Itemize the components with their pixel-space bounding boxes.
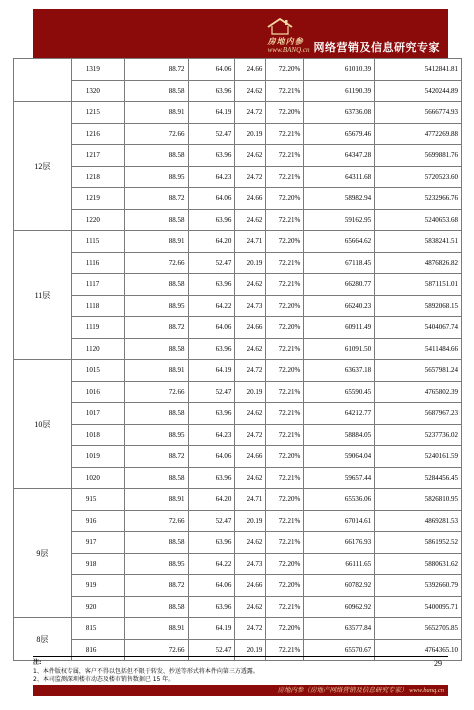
brand-mark bbox=[268, 37, 310, 55]
header-banner bbox=[33, 9, 448, 59]
value-cell: 72.66 bbox=[124, 123, 188, 145]
value-cell: 63577.84 bbox=[304, 618, 375, 640]
value-cell: 4869281.53 bbox=[375, 510, 462, 532]
value-cell: 88.91 bbox=[124, 231, 188, 253]
value-cell: 63.96 bbox=[188, 467, 235, 489]
table-row bbox=[14, 381, 462, 403]
value-cell: 65664.62 bbox=[304, 231, 375, 253]
table-row bbox=[14, 467, 462, 489]
value-cell: 72.21% bbox=[266, 510, 304, 532]
value-cell: 61091.50 bbox=[304, 338, 375, 360]
value-cell: 20.19 bbox=[235, 252, 266, 274]
value-cell: 72.21% bbox=[266, 532, 304, 554]
value-cell: 24.72 bbox=[235, 360, 266, 382]
table-row bbox=[14, 231, 462, 253]
value-cell: 24.62 bbox=[235, 145, 266, 167]
value-cell: 60782.92 bbox=[304, 575, 375, 597]
value-cell: 64347.28 bbox=[304, 145, 375, 167]
table-row bbox=[14, 553, 462, 575]
value-cell: 72.66 bbox=[124, 510, 188, 532]
floor-cell: 10层 bbox=[14, 360, 72, 489]
value-cell: 24.72 bbox=[235, 166, 266, 188]
value-cell: 64.22 bbox=[188, 553, 235, 575]
room-cell: 915 bbox=[71, 489, 124, 511]
value-cell: 88.72 bbox=[124, 575, 188, 597]
value-cell: 72.21% bbox=[266, 80, 304, 102]
value-cell: 72.21% bbox=[266, 403, 304, 425]
value-cell: 72.20% bbox=[266, 618, 304, 640]
value-cell: 72.20% bbox=[266, 102, 304, 124]
room-cell: 815 bbox=[71, 618, 124, 640]
value-cell: 61010.39 bbox=[304, 59, 375, 81]
table-row bbox=[14, 317, 462, 339]
value-cell: 72.21% bbox=[266, 209, 304, 231]
room-cell: 1217 bbox=[71, 145, 124, 167]
value-cell: 5687967.23 bbox=[375, 403, 462, 425]
value-cell: 88.95 bbox=[124, 553, 188, 575]
value-cell: 72.20% bbox=[266, 360, 304, 382]
value-cell: 88.91 bbox=[124, 360, 188, 382]
room-cell: 816 bbox=[71, 639, 124, 661]
price-table-body bbox=[14, 59, 462, 661]
room-cell: 917 bbox=[71, 532, 124, 554]
value-cell: 5284456.45 bbox=[375, 467, 462, 489]
room-cell: 1020 bbox=[71, 467, 124, 489]
value-cell: 52.47 bbox=[188, 252, 235, 274]
value-cell: 24.62 bbox=[235, 403, 266, 425]
brand-url: www.BANQ.cn bbox=[267, 46, 310, 54]
value-cell: 5861952.52 bbox=[375, 532, 462, 554]
value-cell: 24.66 bbox=[235, 317, 266, 339]
value-cell: 61190.39 bbox=[304, 80, 375, 102]
room-cell: 1215 bbox=[71, 102, 124, 124]
room-cell: 1019 bbox=[71, 446, 124, 468]
value-cell: 64.06 bbox=[188, 446, 235, 468]
value-cell: 5826810.95 bbox=[375, 489, 462, 511]
value-cell: 72.21% bbox=[266, 596, 304, 618]
value-cell: 88.58 bbox=[124, 338, 188, 360]
value-cell: 88.72 bbox=[124, 59, 188, 81]
value-cell: 63.96 bbox=[188, 80, 235, 102]
value-cell: 66111.65 bbox=[304, 553, 375, 575]
value-cell: 58884.05 bbox=[304, 424, 375, 446]
value-cell: 72.21% bbox=[266, 145, 304, 167]
room-cell: 1115 bbox=[71, 231, 124, 253]
value-cell: 5412841.81 bbox=[375, 59, 462, 81]
value-cell: 5240653.68 bbox=[375, 209, 462, 231]
value-cell: 20.19 bbox=[235, 510, 266, 532]
value-cell: 63.96 bbox=[188, 209, 235, 231]
value-cell: 63.96 bbox=[188, 596, 235, 618]
table-row bbox=[14, 532, 462, 554]
value-cell: 5838241.51 bbox=[375, 231, 462, 253]
value-cell: 5400095.71 bbox=[375, 596, 462, 618]
room-cell: 1015 bbox=[71, 360, 124, 382]
value-cell: 72.21% bbox=[266, 166, 304, 188]
room-cell: 1119 bbox=[71, 317, 124, 339]
notes-heading: 注: bbox=[33, 659, 42, 666]
value-cell: 88.72 bbox=[124, 317, 188, 339]
value-cell: 88.58 bbox=[124, 145, 188, 167]
room-cell: 1219 bbox=[71, 188, 124, 210]
value-cell: 72.20% bbox=[266, 446, 304, 468]
table-row bbox=[14, 188, 462, 210]
value-cell: 58982.94 bbox=[304, 188, 375, 210]
value-cell: 20.19 bbox=[235, 123, 266, 145]
value-cell: 88.58 bbox=[124, 209, 188, 231]
floor-cell: 9层 bbox=[14, 489, 72, 618]
value-cell: 88.58 bbox=[124, 403, 188, 425]
room-cell: 1120 bbox=[71, 338, 124, 360]
value-cell: 72.20% bbox=[266, 59, 304, 81]
value-cell: 24.72 bbox=[235, 102, 266, 124]
value-cell: 88.58 bbox=[124, 467, 188, 489]
page-number: 29 bbox=[434, 659, 442, 668]
value-cell: 72.21% bbox=[266, 338, 304, 360]
room-cell: 1319 bbox=[71, 59, 124, 81]
value-cell: 65570.67 bbox=[304, 639, 375, 661]
table-row bbox=[14, 252, 462, 274]
value-cell: 64.20 bbox=[188, 231, 235, 253]
value-cell: 24.66 bbox=[235, 59, 266, 81]
value-cell: 64.06 bbox=[188, 59, 235, 81]
room-cell: 920 bbox=[71, 596, 124, 618]
value-cell: 20.19 bbox=[235, 381, 266, 403]
value-cell: 72.20% bbox=[266, 575, 304, 597]
value-cell: 24.62 bbox=[235, 338, 266, 360]
table-row bbox=[14, 123, 462, 145]
table-row bbox=[14, 166, 462, 188]
table-row bbox=[14, 145, 462, 167]
value-cell: 64.19 bbox=[188, 360, 235, 382]
table-row bbox=[14, 102, 462, 124]
value-cell: 24.66 bbox=[235, 188, 266, 210]
table-row bbox=[14, 596, 462, 618]
value-cell: 24.72 bbox=[235, 618, 266, 640]
value-cell: 24.62 bbox=[235, 532, 266, 554]
value-cell: 72.20% bbox=[266, 553, 304, 575]
value-cell: 88.91 bbox=[124, 618, 188, 640]
value-cell: 64.22 bbox=[188, 295, 235, 317]
room-cell: 1218 bbox=[71, 166, 124, 188]
value-cell: 5880631.62 bbox=[375, 553, 462, 575]
table-row bbox=[14, 360, 462, 382]
table-row bbox=[14, 209, 462, 231]
footer bbox=[33, 656, 448, 698]
value-cell: 5871151.01 bbox=[375, 274, 462, 296]
value-cell: 24.66 bbox=[235, 575, 266, 597]
value-cell: 64.23 bbox=[188, 424, 235, 446]
value-cell: 88.91 bbox=[124, 489, 188, 511]
value-cell: 5657981.24 bbox=[375, 360, 462, 382]
value-cell: 72.66 bbox=[124, 639, 188, 661]
house-logo-icon bbox=[266, 17, 294, 35]
value-cell: 88.95 bbox=[124, 166, 188, 188]
value-cell: 24.62 bbox=[235, 467, 266, 489]
value-cell: 4765802.39 bbox=[375, 381, 462, 403]
value-cell: 72.66 bbox=[124, 252, 188, 274]
value-cell: 63.96 bbox=[188, 403, 235, 425]
value-cell: 72.20% bbox=[266, 295, 304, 317]
value-cell: 59064.04 bbox=[304, 446, 375, 468]
room-cell: 918 bbox=[71, 553, 124, 575]
value-cell: 65536.06 bbox=[304, 489, 375, 511]
table-row bbox=[14, 489, 462, 511]
value-cell: 72.21% bbox=[266, 424, 304, 446]
brand-row bbox=[268, 37, 440, 55]
value-cell: 5420244.89 bbox=[375, 80, 462, 102]
value-cell: 5892068.15 bbox=[375, 295, 462, 317]
value-cell: 60911.49 bbox=[304, 317, 375, 339]
value-cell: 24.62 bbox=[235, 274, 266, 296]
table-row bbox=[14, 59, 462, 81]
value-cell: 88.58 bbox=[124, 532, 188, 554]
value-cell: 52.47 bbox=[188, 381, 235, 403]
value-cell: 59657.44 bbox=[304, 467, 375, 489]
room-cell: 919 bbox=[71, 575, 124, 597]
table-row bbox=[14, 575, 462, 597]
value-cell: 24.72 bbox=[235, 424, 266, 446]
value-cell: 72.20% bbox=[266, 231, 304, 253]
room-cell: 1017 bbox=[71, 403, 124, 425]
value-cell: 88.72 bbox=[124, 446, 188, 468]
value-cell: 5232966.76 bbox=[375, 188, 462, 210]
room-cell: 1016 bbox=[71, 381, 124, 403]
value-cell: 52.47 bbox=[188, 639, 235, 661]
value-cell: 66176.93 bbox=[304, 532, 375, 554]
value-cell: 88.58 bbox=[124, 596, 188, 618]
value-cell: 64.06 bbox=[188, 317, 235, 339]
room-cell: 1018 bbox=[71, 424, 124, 446]
value-cell: 66280.77 bbox=[304, 274, 375, 296]
table-row bbox=[14, 80, 462, 102]
value-cell: 24.62 bbox=[235, 80, 266, 102]
value-cell: 24.73 bbox=[235, 553, 266, 575]
value-cell: 24.62 bbox=[235, 209, 266, 231]
value-cell: 63.96 bbox=[188, 274, 235, 296]
table-row bbox=[14, 446, 462, 468]
value-cell: 64.06 bbox=[188, 575, 235, 597]
value-cell: 5404067.74 bbox=[375, 317, 462, 339]
value-cell: 60962.92 bbox=[304, 596, 375, 618]
room-cell: 1117 bbox=[71, 274, 124, 296]
room-cell: 1320 bbox=[71, 80, 124, 102]
brand-cn: 房地内参 bbox=[267, 37, 304, 46]
floor-cell bbox=[14, 59, 72, 102]
value-cell: 64.23 bbox=[188, 166, 235, 188]
table-row bbox=[14, 295, 462, 317]
note-copyright: 1、本件版权专属，客户不得以包括但不限于转发、抄送等形式将本件向第三方透露。 bbox=[33, 667, 259, 675]
value-cell: 72.21% bbox=[266, 274, 304, 296]
value-cell: 63.96 bbox=[188, 145, 235, 167]
room-cell: 916 bbox=[71, 510, 124, 532]
value-cell: 72.21% bbox=[266, 252, 304, 274]
value-cell: 64212.77 bbox=[304, 403, 375, 425]
price-table bbox=[13, 58, 462, 661]
value-cell: 88.95 bbox=[124, 295, 188, 317]
value-cell: 64.19 bbox=[188, 102, 235, 124]
value-cell: 67118.45 bbox=[304, 252, 375, 274]
value-cell: 64.20 bbox=[188, 489, 235, 511]
value-cell: 24.66 bbox=[235, 446, 266, 468]
value-cell: 24.62 bbox=[235, 596, 266, 618]
value-cell: 88.91 bbox=[124, 102, 188, 124]
value-cell: 72.21% bbox=[266, 639, 304, 661]
value-cell: 66240.23 bbox=[304, 295, 375, 317]
value-cell: 64.19 bbox=[188, 618, 235, 640]
value-cell: 5666774.93 bbox=[375, 102, 462, 124]
note-monitoring: 2、本司监测深圳楼市动态及楼市销售数据已 15 年。 bbox=[33, 676, 175, 683]
value-cell: 24.71 bbox=[235, 489, 266, 511]
value-cell: 64311.68 bbox=[304, 166, 375, 188]
value-cell: 24.73 bbox=[235, 295, 266, 317]
table-row bbox=[14, 618, 462, 640]
value-cell: 63637.18 bbox=[304, 360, 375, 382]
value-cell: 52.47 bbox=[188, 510, 235, 532]
room-cell: 1220 bbox=[71, 209, 124, 231]
value-cell: 4764365.10 bbox=[375, 639, 462, 661]
value-cell: 5240161.59 bbox=[375, 446, 462, 468]
room-cell: 1216 bbox=[71, 123, 124, 145]
value-cell: 88.95 bbox=[124, 424, 188, 446]
value-cell: 63.96 bbox=[188, 532, 235, 554]
value-cell: 72.20% bbox=[266, 317, 304, 339]
value-cell: 63.96 bbox=[188, 338, 235, 360]
value-cell: 88.72 bbox=[124, 188, 188, 210]
table-row bbox=[14, 403, 462, 425]
floor-cell: 8层 bbox=[14, 618, 72, 661]
value-cell: 5720523.60 bbox=[375, 166, 462, 188]
footer-bar: 房地内参（房地产网络营销及信息研究专家） www.banq.cn bbox=[33, 685, 448, 696]
value-cell: 72.21% bbox=[266, 467, 304, 489]
value-cell: 24.71 bbox=[235, 231, 266, 253]
value-cell: 72.21% bbox=[266, 381, 304, 403]
room-cell: 1116 bbox=[71, 252, 124, 274]
value-cell: 72.66 bbox=[124, 381, 188, 403]
value-cell: 5652705.85 bbox=[375, 618, 462, 640]
value-cell: 63736.08 bbox=[304, 102, 375, 124]
value-cell: 88.58 bbox=[124, 274, 188, 296]
value-cell: 64.06 bbox=[188, 188, 235, 210]
value-cell: 5237736.02 bbox=[375, 424, 462, 446]
value-cell: 52.47 bbox=[188, 123, 235, 145]
room-cell: 1118 bbox=[71, 295, 124, 317]
value-cell: 88.58 bbox=[124, 80, 188, 102]
value-cell: 65590.45 bbox=[304, 381, 375, 403]
value-cell: 67014.61 bbox=[304, 510, 375, 532]
table-row bbox=[14, 274, 462, 296]
floor-cell: 11层 bbox=[14, 231, 72, 360]
value-cell: 72.20% bbox=[266, 489, 304, 511]
footer-notes bbox=[33, 659, 259, 685]
value-cell: 59162.95 bbox=[304, 209, 375, 231]
value-cell: 5411484.66 bbox=[375, 338, 462, 360]
value-cell: 4876826.82 bbox=[375, 252, 462, 274]
value-cell: 5392660.79 bbox=[375, 575, 462, 597]
table-row bbox=[14, 424, 462, 446]
value-cell: 72.21% bbox=[266, 123, 304, 145]
brand-title: 网络营销及信息研究专家 bbox=[313, 41, 440, 54]
value-cell: 20.19 bbox=[235, 639, 266, 661]
table-row bbox=[14, 338, 462, 360]
value-cell: 72.20% bbox=[266, 188, 304, 210]
table-row bbox=[14, 510, 462, 532]
value-cell: 5699881.76 bbox=[375, 145, 462, 167]
value-cell: 4772269.88 bbox=[375, 123, 462, 145]
value-cell: 65679.46 bbox=[304, 123, 375, 145]
floor-cell: 12层 bbox=[14, 102, 72, 231]
